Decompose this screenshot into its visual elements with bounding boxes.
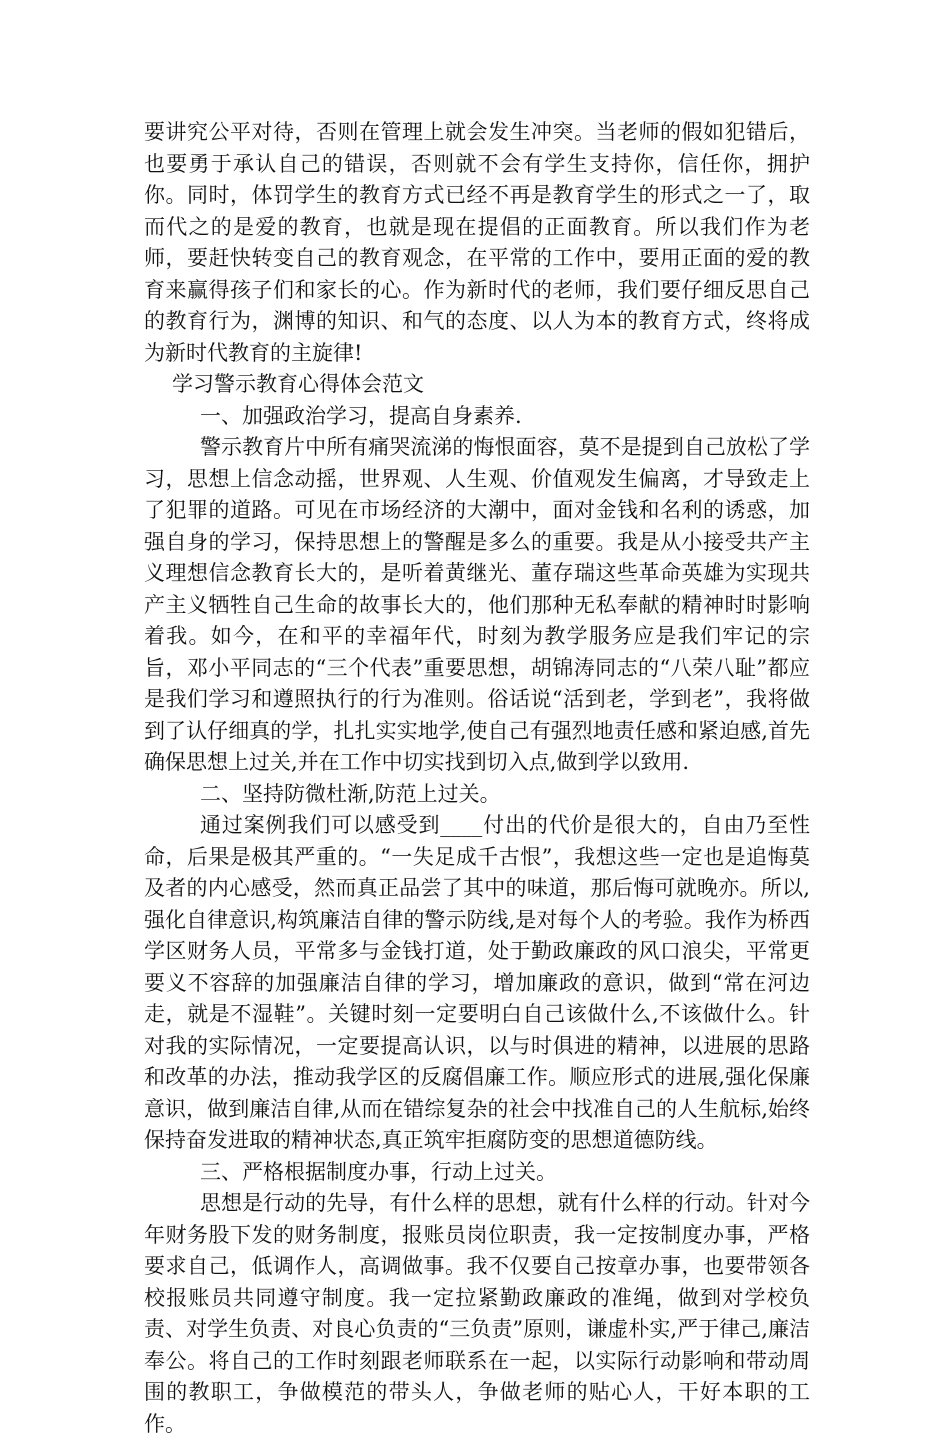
section-heading-2: 二、坚持防微杜渐,防范上过关。 [200, 781, 501, 806]
section-heading-1: 一、加强政治学习，提高自身素养. [200, 403, 522, 428]
section-heading-3: 三、严格根据制度办事，行动上过关。 [200, 1159, 557, 1184]
article-title: 学习警示教育心得体会范文 [172, 372, 424, 396]
section-3-body: 思想是行动的先导，有什么样的思想，就有什么样的行动。针对今年财务股下发的财务制度，报账员岗位职责，我一定按制度办事，严格要求自己，低调作人，高调做事。我不仅要自己按章办事，也要带领各校报账员共同遵守制度。我一定拉紧勤政廉政的准绳，做到对学校负责、对学生负责、对良心负责的“三负责”原则，谦虚朴实,严于律己,廉洁奉公。将自己的工作时刻跟老师联系在一起，以实际行动影响和带动周围的教职工，争做模范的带头人，争做老师的贴心人，干好本职的工作。 [144, 1191, 810, 1436]
section-2-body: 通过案例我们可以感受到____付出的代价是很大的，自由乃至性命，后果是极其严重的。“一失足成千古恨”，我想这些一定也是追悔莫及者的内心感受，然而真正品尝了其中的味道，那后悔可就晚亦。所以,强化自律意识,构筑廉洁自律的警示防线,是对每个人的考验。我作为桥西学区财务人员，平常多与金钱打道，处于勤政廉政的风口浪尖，平常更要义不容辞的加强廉洁自律的学习，增加廉政的意识，做到“常在河边走，就是不湿鞋”。关键时刻一定要明白自己该做什么,不该做什么。针对我的实际情况，一定要提高认识，以与时俱进的精神，以进展的思路和改革的办法，推动我学区的反腐倡廉工作。顺应形式的进展,强化保廉意识，做到廉洁自律,从而在错综复杂的社会中找准自己的人生航标,始终保持奋发进取的精神状态,真正筑牢拒腐防变的思想道德防线。 [144, 813, 810, 1152]
section-1-body: 警示教育片中所有痛哭流涕的悔恨面容，莫不是提到自己放松了学习，思想上信念动摇，世界观、人生观、价值观发生偏离，才导致走上了犯罪的道路。可见在市场经济的大潮中，面对金钱和名利的诱惑，加强自身的学习，保持思想上的警醒是多么的重要。我是从小接受共产主义理想信念教育长大的，是听着黄继光、董存瑞这些革命英雄为实现共产主义牺牲自己生命的故事长大的，他们那种无私奉献的精神时时影响着我。如今，在和平的幸福年代，时刻为教学服务应是我们牢记的宗旨，邓小平同志的“三个代表”重要思想，胡锦涛同志的“八荣八耻”都应是我们学习和遵照执行的行为准则。俗话说“活到老，学到老”，我将做到了认仔细真的学，扎扎实实地学,使自己有强烈地责任感和紧迫感,首先确保思想上过关,并在工作中切实找到切入点,做到学以致用. [144, 435, 810, 774]
paragraph-intro-continuation: 要讲究公平对待，否则在管理上就会发生冲突。当老师的假如犯错后，也要勇于承认自己的错误，否则就不会有学生支持你，信任你，拥护你。同时，体罚学生的教育方式已经不再是教育学生的形式之一了，取而代之的是爱的教育，也就是现在提倡的正面教育。所以我们作为老师，要赶快转变自己的教育观念，在平常的工作中，要用正面的爱的教育来赢得孩子们和家长的心。作为新时代的老师，我们要仔细反思自己的教育行为，渊博的知识、和气的态度、以人为本的教育方式，终将成为新时代教育的主旋律! [144, 120, 810, 365]
document-body [144, 117, 810, 1440]
